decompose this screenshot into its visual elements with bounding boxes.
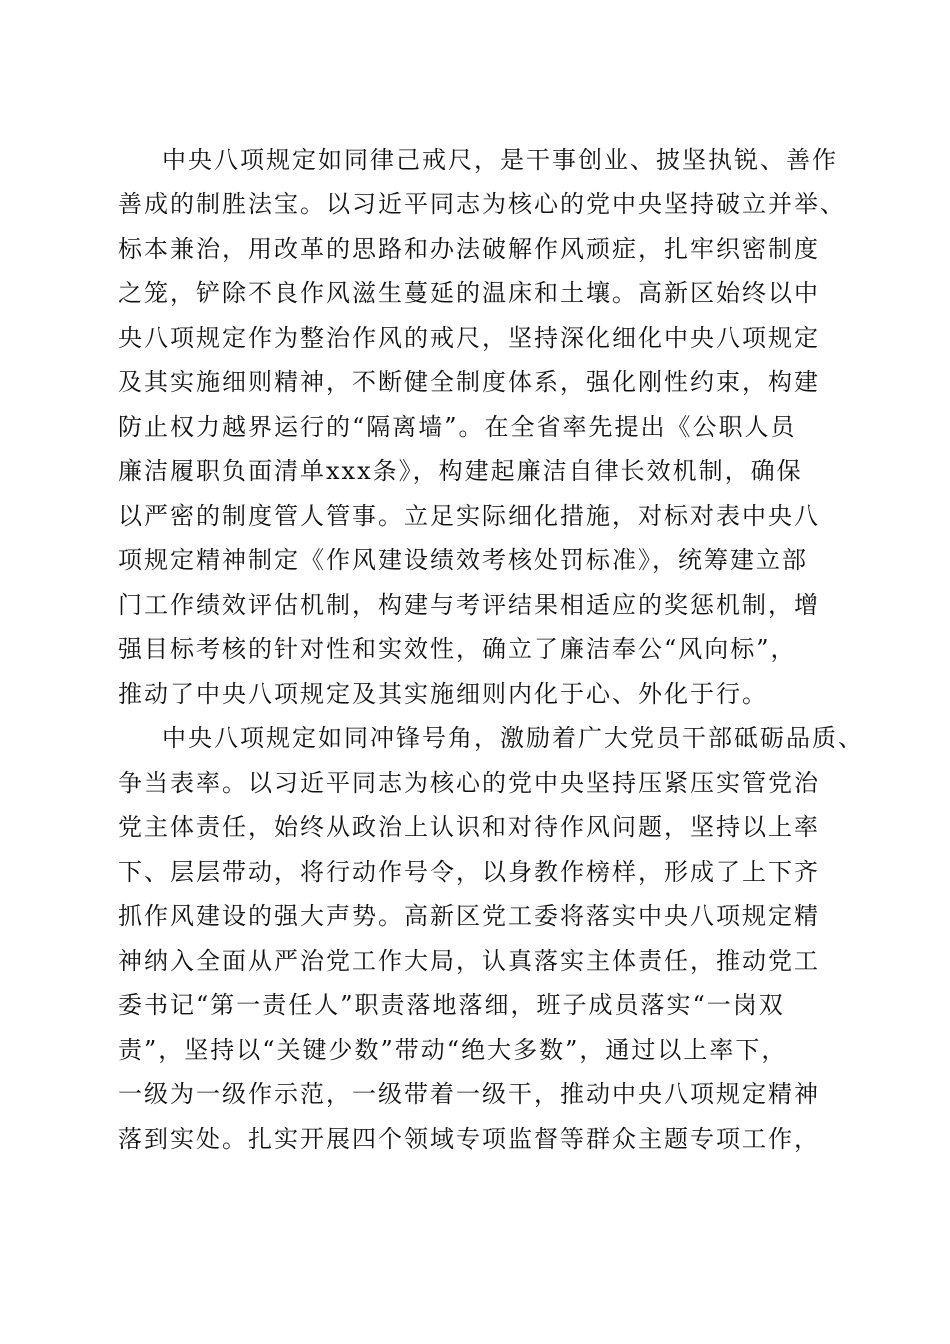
paragraph-2-line-7: 委书记“第一责任人”职责落地落细，班子成员落实“一岗双 bbox=[118, 991, 785, 1019]
paragraph-1-line-5: 央八项规定作为整治作风的戒尺，坚持深化细化中央八项规定 bbox=[118, 324, 820, 352]
paragraph-1-line-11: 门工作绩效评估机制，构建与考评结果相适应的奖惩机制，增 bbox=[118, 591, 820, 619]
paragraph-1-line-2: 善成的制胜法宝。以习近平同志为核心的党中央坚持破立并举、 bbox=[118, 190, 846, 218]
paragraph-1-line-13: 推动了中央八项规定及其实施细则内化于心、外化于行。 bbox=[118, 680, 768, 708]
paragraph-1-line-1: 中央八项规定如同律己戒尺，是干事创业、披坚执锐、善作 bbox=[162, 146, 838, 174]
paragraph-2-line-2: 争当表率。以习近平同志为核心的党中央坚持压紧压实管党治 bbox=[118, 769, 820, 797]
paragraph-1-line-4: 之笼，铲除不良作风滋生蔓延的温床和土壤。高新区始终以中 bbox=[118, 279, 820, 307]
paragraph-2-line-6: 神纳入全面从严治党工作大局，认真落实主体责任，推动党工 bbox=[118, 947, 820, 975]
paragraph-1-line-8: 廉洁履职负面清单xxx条》，构建起廉洁自律长效机制，确保 bbox=[118, 457, 803, 485]
paragraph-1-line-7: 防止权力越界运行的“隔离墙”。在全省率先提出《公职人员 bbox=[118, 413, 797, 441]
paragraph-1-line-3: 标本兼治，用改革的思路和办法破解作风顽症，扎牢织密制度 bbox=[118, 235, 820, 263]
paragraph-2-line-1: 中央八项规定如同冲锋号角，激励着广大党员干部砥砺品质、 bbox=[162, 724, 864, 752]
paragraph-1-line-6: 及其实施细则精神，不断健全制度体系，强化刚性约束，构建 bbox=[118, 368, 820, 396]
paragraph-2-line-5: 抓作风建设的强大声势。高新区党工委将落实中央八项规定精 bbox=[118, 902, 820, 930]
paragraph-1-line-9: 以严密的制度管人管事。立足实际细化措施，对标对表中央八 bbox=[118, 502, 820, 530]
paragraph-2-line-4: 下、层层带动，将行动作号令，以身教作榜样，形成了上下齐 bbox=[118, 858, 820, 886]
paragraph-1-line-12: 强目标考核的针对性和实效性，确立了廉洁奉公“风向标”， bbox=[118, 635, 797, 663]
paragraph-1-line-10: 项规定精神制定《作风建设绩效考核处罚标准》，统筹建立部 bbox=[118, 546, 808, 574]
paragraph-2-line-3: 党主体责任，始终从政治上认识和对待作风问题，坚持以上率 bbox=[118, 813, 820, 841]
paragraph-2-line-9: 一级为一级作示范，一级带着一级干，推动中央八项规定精神 bbox=[118, 1080, 820, 1108]
paragraph-2-line-8: 责”，坚持以“关键少数”带动“绝大多数”，通过以上率下， bbox=[118, 1036, 788, 1064]
paragraph-2-line-10: 落到实处。扎实开展四个领域专项监督等群众主题专项工作， bbox=[118, 1125, 820, 1153]
